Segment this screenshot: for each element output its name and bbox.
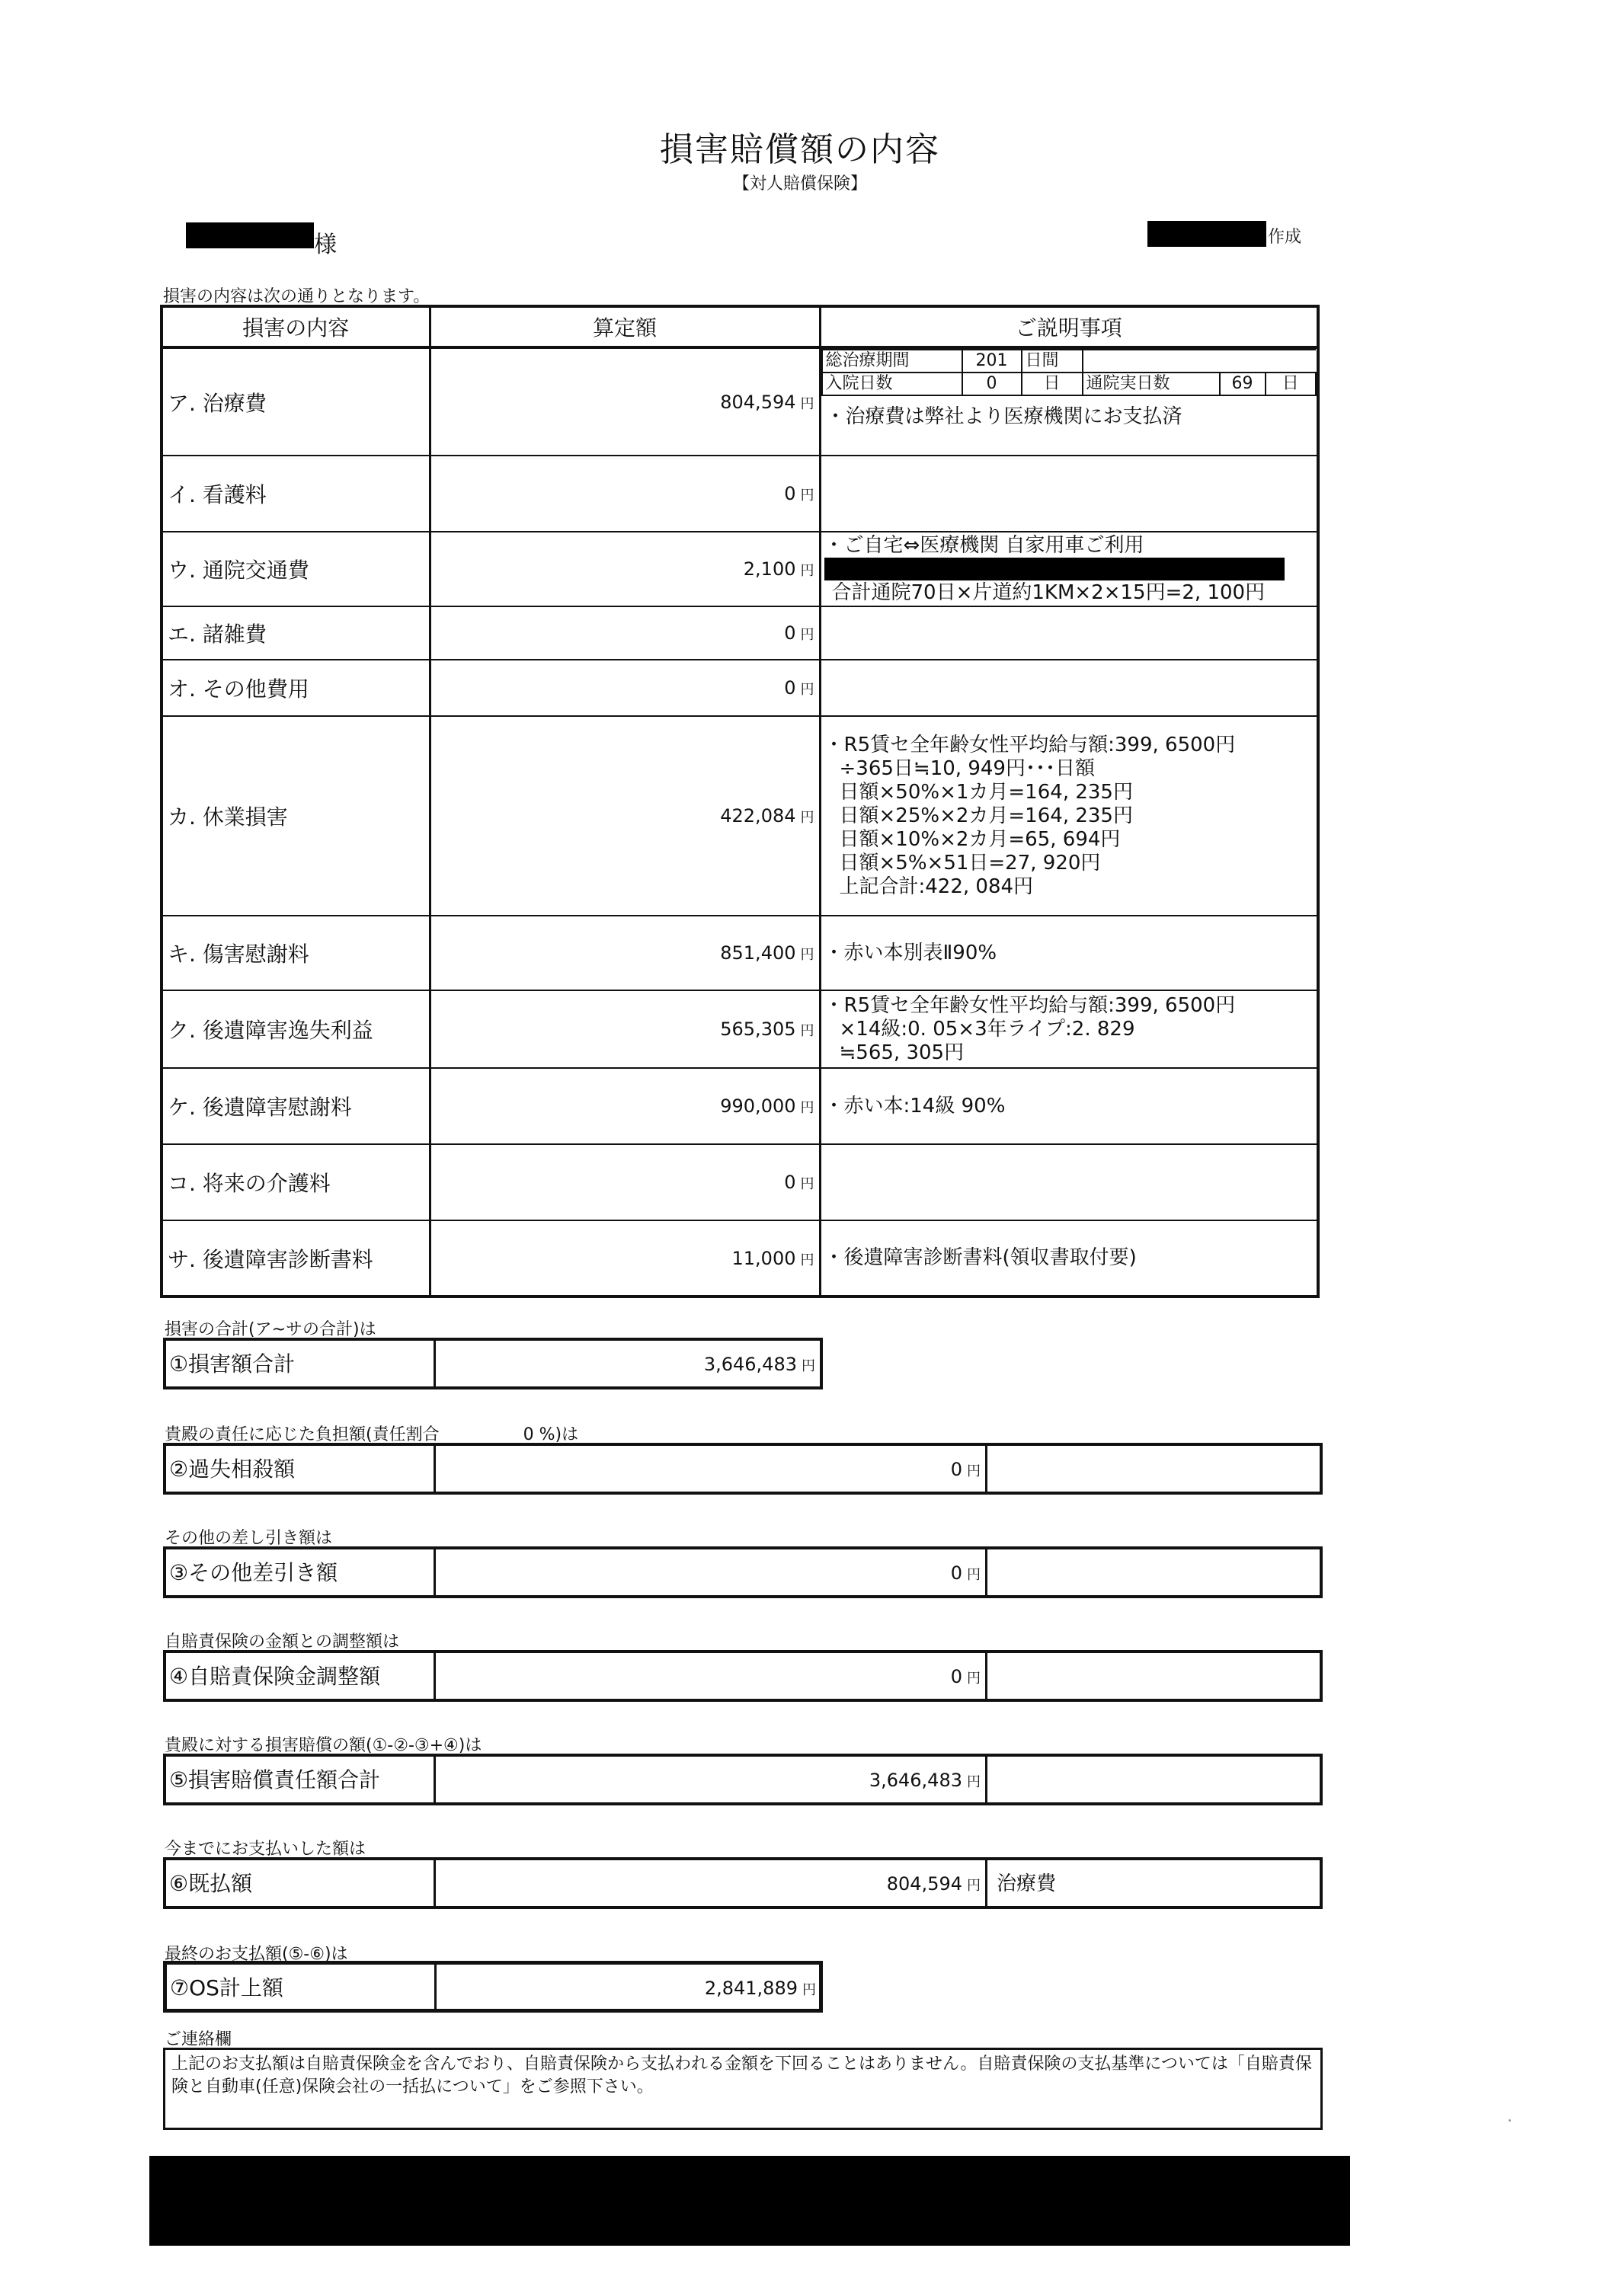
row-notes — [820, 606, 1318, 660]
empty-cell — [1083, 350, 1317, 373]
row-amount — [430, 456, 820, 532]
header-amount: 算定額 — [430, 306, 820, 347]
row-notes — [820, 660, 1318, 716]
table-row — [162, 1068, 1318, 1144]
redacted-recipient-name — [186, 222, 314, 248]
amount-value: 0 — [950, 1459, 962, 1480]
summary-label-paid: 今までにお支払いした額は — [165, 1840, 366, 1859]
summary-fault-offset — [163, 1443, 1323, 1495]
document-subtitle: 【対人賠償保険】 — [732, 174, 867, 193]
document-title: 損害賠償額の内容 — [660, 130, 940, 169]
total-period-value: 201 — [962, 350, 1022, 373]
row-item: コ. 将来の介護料 — [162, 1144, 430, 1220]
summary-note — [994, 1757, 1320, 1802]
yen-unit: 円 — [967, 1463, 981, 1479]
summary-label-final: 最終のお支払額(⑤-⑥)は — [165, 1945, 348, 1964]
yen-unit: 円 — [967, 1878, 981, 1894]
yen-unit: 円 — [800, 810, 814, 826]
amount-value: 0 — [950, 1562, 962, 1584]
amount-value: 565,305 — [720, 1018, 796, 1040]
outpatient-days-unit: 日 — [1266, 373, 1317, 395]
yen-unit: 円 — [800, 1176, 814, 1192]
row-amount — [430, 1144, 820, 1220]
row-notes — [820, 1144, 1318, 1220]
note-line: ×14級:0. 05×3年ライプ:2. 829 — [839, 1017, 1135, 1041]
row-notes — [820, 456, 1318, 532]
table-row — [162, 990, 1318, 1068]
summary-label-other: その他の差し引き額は — [165, 1529, 333, 1548]
yen-unit: 円 — [800, 682, 814, 698]
treatment-period-grid — [821, 349, 1317, 396]
summary-label-jibaiseki: 自賠責保険の金額との調整額は — [165, 1632, 400, 1652]
summary-note — [994, 1446, 1320, 1492]
row-amount — [430, 990, 820, 1068]
total-period-unit: 日間 — [1022, 350, 1083, 373]
row-notes — [820, 1220, 1318, 1297]
inpatient-days-unit: 日 — [1022, 373, 1083, 395]
row-notes — [820, 532, 1318, 606]
summary-note — [994, 1653, 1320, 1699]
summary-amount — [436, 1341, 820, 1386]
yen-unit: 円 — [967, 1567, 981, 1583]
table-row — [162, 456, 1318, 532]
yen-unit: 円 — [800, 1023, 814, 1039]
table-row — [162, 1144, 1318, 1220]
note-line: 日額×10%×2カ月=65, 694円 — [839, 827, 1121, 851]
summary-amount — [436, 1653, 987, 1699]
redacted-author-name — [1147, 221, 1266, 247]
summary-name: ①損害額合計 — [166, 1341, 436, 1386]
yen-unit: 円 — [800, 947, 814, 963]
summary-amount — [436, 1757, 987, 1802]
row-item: エ. 諸雑費 — [162, 606, 430, 660]
table-header-row — [162, 306, 1318, 347]
table-row — [162, 347, 1318, 456]
summary-name: ⑥既払額 — [166, 1860, 436, 1906]
summary-os-amount — [163, 1961, 823, 2013]
summary-name: ④自賠責保険金調整額 — [166, 1653, 436, 1699]
yen-unit: 円 — [800, 563, 814, 579]
intro-text: 損害の内容は次の通りとなります。 — [163, 287, 430, 306]
row-notes — [820, 716, 1318, 916]
table-row — [162, 606, 1318, 660]
redacted-footer — [149, 2156, 1350, 2246]
row-item: カ. 休業損害 — [162, 716, 430, 916]
row-amount — [430, 347, 820, 456]
row-amount — [430, 532, 820, 606]
honorific-sama: 様 — [314, 232, 337, 258]
summary-amount — [436, 1860, 987, 1906]
amount-value: 2,100 — [743, 558, 796, 580]
amount-value: 2,841,889 — [704, 1978, 798, 1999]
inpatient-days-value: 0 — [962, 373, 1022, 395]
row-item: オ. その他費用 — [162, 660, 430, 716]
row-amount — [430, 660, 820, 716]
summary-label-total: 損害の合計(ア~サの合計)は — [165, 1320, 376, 1339]
note-line: ・赤い本:14級 90% — [824, 1094, 1006, 1118]
summary-amount — [436, 1549, 987, 1595]
amount-value: 0 — [950, 1666, 962, 1687]
amount-value: 0 — [784, 1172, 796, 1193]
summary-jibaiseki-adjustment — [163, 1650, 1323, 1702]
note-line: ・ご自宅⇔医療機関 自家用車ご利用 — [824, 533, 1144, 557]
redacted-address — [824, 558, 1317, 581]
amount-value: 422,084 — [720, 805, 796, 827]
outpatient-days-value: 69 — [1220, 373, 1266, 395]
summary-other-deduction — [163, 1546, 1323, 1598]
summary-liability-total — [163, 1754, 1323, 1805]
note-line: ・R5賃セ全年齢女性平均給与額:399, 6500円 — [824, 733, 1236, 756]
row-item: イ. 看護料 — [162, 456, 430, 532]
prepared-by-label: 作成 — [1268, 228, 1302, 247]
row-item: ク. 後遺障害逸失利益 — [162, 990, 430, 1068]
yen-unit: 円 — [800, 627, 814, 643]
row-notes — [820, 1068, 1318, 1144]
note-line: ・後遺障害診断書料(領収書取付要) — [824, 1246, 1137, 1269]
row-notes — [820, 990, 1318, 1068]
table-row — [162, 1220, 1318, 1297]
note-line: 日額×5%×51日=27, 920円 — [839, 851, 1101, 875]
yen-unit: 円 — [800, 1252, 814, 1268]
amount-value: 3,646,483 — [703, 1354, 797, 1375]
summary-label-liability: 貴殿に対する損害賠償の額(①-②-③+④)は — [165, 1736, 482, 1755]
summary-name: ⑤損害賠償責任額合計 — [166, 1757, 436, 1802]
note-line: ・R5賃セ全年齢女性平均給与額:399, 6500円 — [824, 993, 1236, 1017]
header-notes: ご説明事項 — [820, 306, 1318, 347]
amount-value: 851,400 — [720, 942, 796, 964]
amount-value: 0 — [784, 622, 796, 644]
amount-value: 804,594 — [720, 391, 796, 413]
note-line: ・治療費は弊社より医療機関にお支払済 — [825, 405, 1182, 428]
summary-amount — [437, 1965, 821, 2009]
yen-unit: 円 — [800, 488, 814, 504]
row-item: キ. 傷害慰謝料 — [162, 916, 430, 990]
amount-value: 0 — [784, 483, 796, 504]
row-item: ウ. 通院交通費 — [162, 532, 430, 606]
contact-box: 上記のお支払額は自賠責保険金を含んでおり、自賠責保険から支払われる金額を下回ることはありません。自賠責保険の支払基準については「自賠責保険と自動車(任意)保険会社の一括払について」をご参照下さい。 — [163, 2048, 1323, 2130]
amount-value: 990,000 — [720, 1095, 796, 1117]
note-line: 合計通院70日×片道約1KM×2×15円=2, 100円 — [831, 580, 1266, 604]
scan-speck — [1509, 2119, 1511, 2122]
header-item: 損害の内容 — [162, 306, 430, 347]
total-period-label: 総治療期間 — [822, 350, 962, 373]
note-line: 上記合計:422, 084円 — [839, 875, 1034, 898]
row-item: サ. 後遺障害診断書料 — [162, 1220, 430, 1297]
row-amount — [430, 1220, 820, 1297]
row-amount — [430, 606, 820, 660]
summary-name: ⑦OS計上額 — [167, 1965, 437, 2009]
outpatient-days-label: 通院実日数 — [1083, 373, 1220, 395]
table-row — [162, 532, 1318, 606]
amount-value: 3,646,483 — [869, 1770, 962, 1791]
table-row — [162, 916, 1318, 990]
summary-note — [994, 1549, 1320, 1595]
amount-value: 0 — [784, 677, 796, 699]
table-row — [162, 660, 1318, 716]
row-item: ケ. 後遺障害慰謝料 — [162, 1068, 430, 1144]
summary-total-damages — [163, 1338, 823, 1389]
row-notes — [820, 916, 1318, 990]
note-line: ÷365日≒10, 949円･･･日額 — [839, 756, 1095, 780]
row-item: ア. 治療費 — [162, 347, 430, 456]
summary-label-fault: 貴殿の責任に応じた負担額(責任割合 0 %)は — [165, 1425, 579, 1444]
damages-table — [160, 305, 1320, 1298]
summary-amount — [436, 1446, 987, 1492]
summary-note: 治療費 — [997, 1872, 1057, 1895]
row-amount — [430, 916, 820, 990]
amount-value: 804,594 — [886, 1873, 962, 1895]
note-line: 日額×50%×1カ月=164, 235円 — [839, 780, 1133, 804]
contact-label: ご連絡欄 — [165, 2030, 232, 2049]
yen-unit: 円 — [967, 1671, 981, 1687]
row-notes — [820, 347, 1318, 456]
summary-name: ③その他差引き額 — [166, 1549, 436, 1595]
table-row — [162, 716, 1318, 916]
summary-name: ②過失相殺額 — [166, 1446, 436, 1492]
row-amount — [430, 1068, 820, 1144]
note-line: 日額×25%×2カ月=164, 235円 — [839, 804, 1133, 827]
yen-unit: 円 — [800, 395, 814, 412]
summary-already-paid — [163, 1857, 1323, 1909]
yen-unit: 円 — [802, 1358, 815, 1374]
amount-value: 11,000 — [731, 1247, 796, 1269]
yen-unit: 円 — [802, 1982, 816, 1998]
note-line: ・赤い本別表Ⅱ90% — [824, 941, 997, 964]
row-amount — [430, 716, 820, 916]
note-line: ≒565, 305円 — [839, 1041, 965, 1064]
yen-unit: 円 — [800, 1100, 814, 1116]
inpatient-days-label: 入院日数 — [822, 373, 962, 395]
yen-unit: 円 — [967, 1774, 981, 1790]
